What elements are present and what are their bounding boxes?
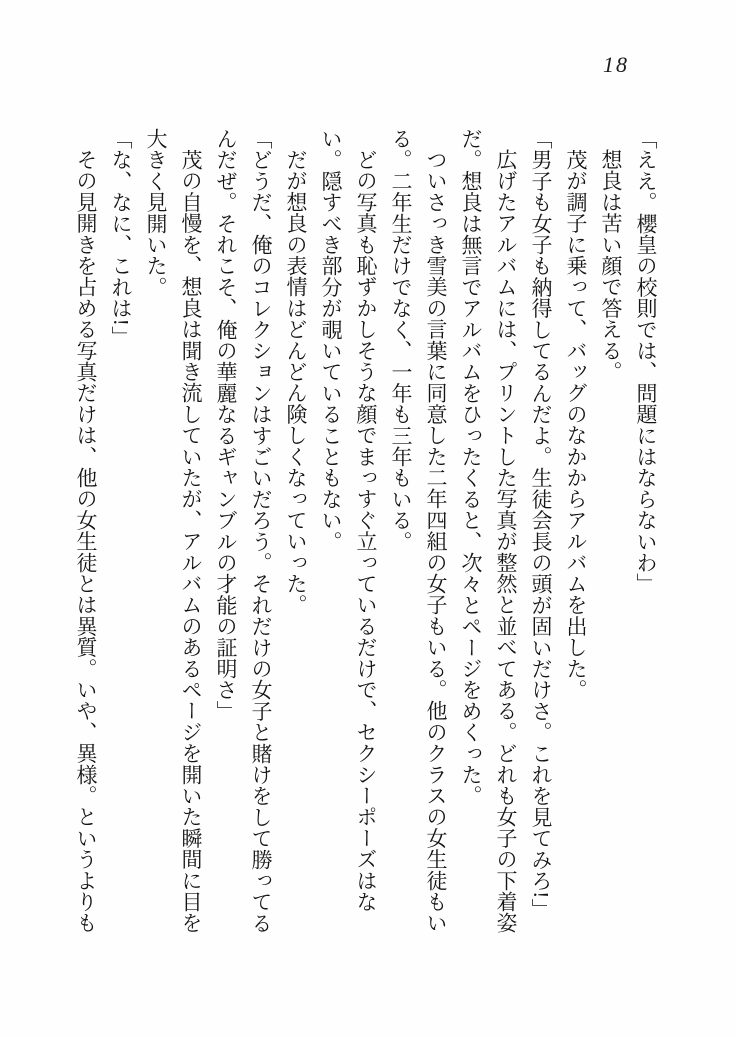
paragraph: 「な、なに、これは!」 <box>109 128 133 348</box>
paragraph: その見開きを占める写真だけは、他の女生徒とは異質。いや、異様。というよりも <box>74 149 98 934</box>
page-text <box>63 128 663 952</box>
paragraph: 広げたアルバムには、プリントした写真が整然と並べてある。どれも女子の下着姿だ。想良は無言でアルバムをひったくると、次々とページをめくった。 <box>459 128 518 934</box>
paragraph: 茂の自慢を、想良は聞き流していたが、アルバムのあるページを開いた瞬間に目を大きく見開いた。 <box>144 128 203 934</box>
paragraph: どの写真も恥ずかしそうな顔でまっすぐ立っているだけで、セクシーポーズはない。隠すべき部分が覗いていることもない。 <box>319 128 378 913</box>
paragraph: 「どうだ、俺のコレクションはすごいだろう。それだけの女子と賭けをして勝ってるんだぜ。それこそ、俺の華麗なるギャンブルの才能の証明さ」 <box>214 128 273 934</box>
paragraph: ついさっき雪美の言葉に同意した二年四組の女子もいる。他のクラスの女生徒もいる。二年生だけでなく、一年も三年もいる。 <box>389 128 448 934</box>
paragraph: 「ええ。櫻皇の校則では、問題にはならないわ」 <box>634 128 658 595</box>
paragraph: 想良は苦い顔で答える。 <box>599 149 623 383</box>
page-number: 18 <box>603 52 629 77</box>
paragraph: 茂が調子に乗って、バッグのなかからアルバムを出した。 <box>564 149 588 701</box>
paragraph: 「男子も女子も納得してるんだよ。生徒会長の頭が固いだけさ。これを見てみろ!」 <box>529 128 553 920</box>
paragraph: だが想良の表情はどんどん険しくなっていった。 <box>284 149 308 616</box>
